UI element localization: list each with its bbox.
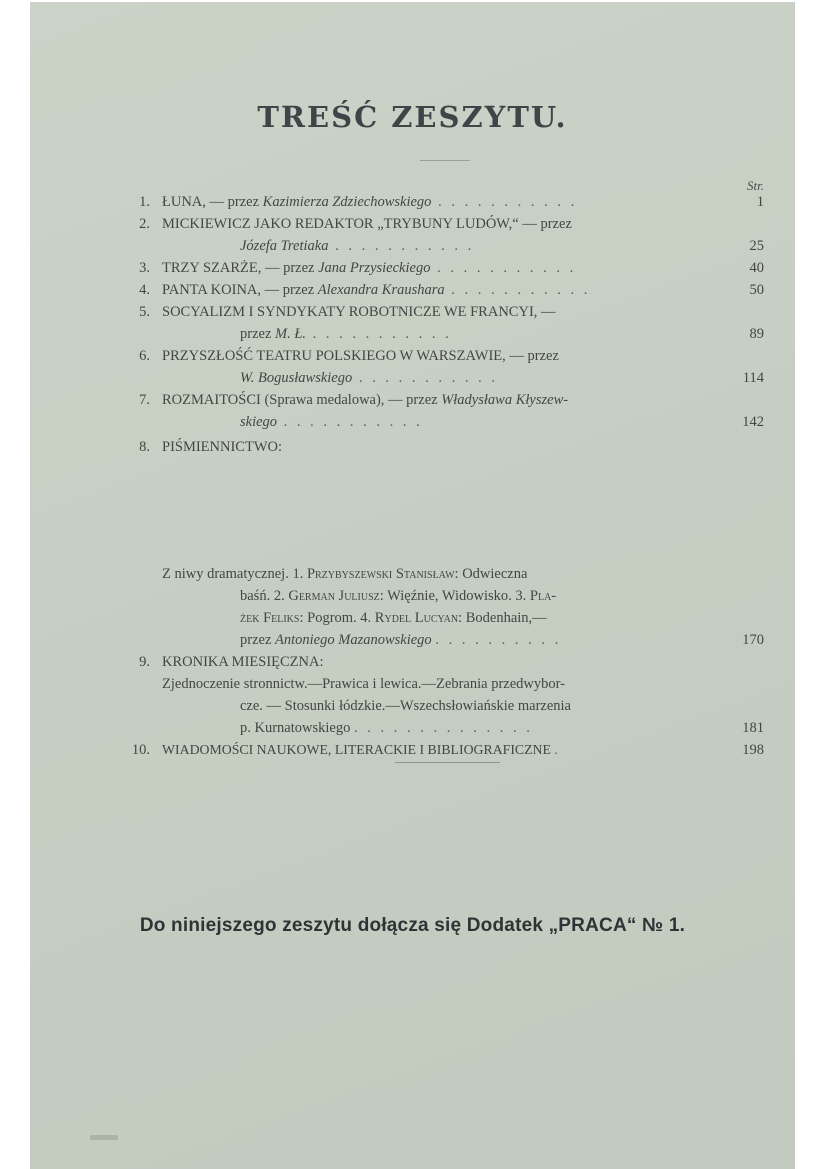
entry-text: W. Bogusławskiego . . . . . . . . . . . bbox=[240, 370, 498, 386]
entry-number: 5. bbox=[139, 304, 150, 320]
entry-number: 7. bbox=[139, 392, 150, 408]
author-name: Alexandra Kraushara bbox=[317, 282, 445, 298]
entry-text: ŁUNA, — przez Kazimierza Zdziechowskiego . . . . . . . . . . . bbox=[162, 194, 578, 210]
author-name: Kazimierza Zdziechowskiego bbox=[262, 194, 432, 210]
entry-number: 2. bbox=[139, 216, 150, 232]
entry-text: PANTA KOINA, — przez Alexandra Kraushara . . . . . . . . . . . bbox=[162, 282, 591, 298]
page-column-label: Str. bbox=[747, 178, 764, 193]
page-number: 1 bbox=[756, 194, 764, 210]
entry-text: PRZYSZŁOŚĆ TEATRU POLSKIEGO W WARSZAWIE, — przez bbox=[162, 348, 559, 364]
title-divider bbox=[420, 160, 470, 161]
page-number: 181 bbox=[742, 720, 764, 736]
ink-mark bbox=[90, 1135, 118, 1140]
entry-number: 8. bbox=[139, 439, 150, 455]
page-number: 89 bbox=[749, 326, 764, 342]
author-name: Józefa Tretiaka bbox=[240, 238, 329, 254]
page-number: 25 bbox=[749, 238, 764, 254]
entry-text: ROZMAITOŚCI (Sprawa medalowa), — przez Władysława Kłyszew- bbox=[162, 392, 569, 408]
page-number: 114 bbox=[742, 370, 764, 386]
page-number: 50 bbox=[749, 282, 764, 298]
author-name: Władysława Kłyszew- bbox=[441, 392, 569, 408]
author-name: Rydel Lucyan: bbox=[374, 610, 463, 626]
entry-number: 6. bbox=[139, 348, 150, 364]
entry-number: 4. bbox=[139, 282, 150, 298]
author-name: Antoniego Mazanowskiego bbox=[275, 632, 432, 648]
author-name: żek Feliks: bbox=[240, 610, 304, 626]
author-name: Przybyszewski Stanisław: bbox=[306, 566, 459, 582]
entry-text: przez M. Ł. . . . . . . . . . . . bbox=[240, 326, 452, 342]
entry-number: 3. bbox=[139, 260, 150, 276]
author-name: Jana Przysieckiego bbox=[318, 260, 431, 276]
page-number: 142 bbox=[742, 414, 764, 430]
entry-text: TRZY SZARŻE, — przez Jana Przysieckiego . . . . . . . . . . . bbox=[162, 260, 577, 276]
author-name: German Juliusz: bbox=[288, 588, 384, 604]
entry-text: MICKIEWICZ JAKO REDAKTOR „TRYBUNY LUDÓW,“ — przez bbox=[162, 216, 572, 232]
entry-text: skiego . . . . . . . . . . . bbox=[240, 414, 423, 430]
page-margin bbox=[795, 0, 827, 1169]
entry-text: Józefa Tretiaka . . . . . . . . . . . bbox=[240, 238, 475, 254]
entry-number: 1. bbox=[139, 194, 150, 210]
section-divider bbox=[395, 762, 500, 763]
author-name: M. Ł. bbox=[275, 326, 307, 342]
author-name: W. Bogusławskiego bbox=[240, 370, 353, 386]
supplement-notice: Do niniejszego zeszytu dołącza się Dodatek „PRACA“ № 1. bbox=[139, 915, 686, 936]
page-number: 198 bbox=[742, 742, 764, 758]
page-number: 40 bbox=[749, 260, 764, 276]
entry-text: SOCYALIZM I SYNDYKATY ROBOTNICZE WE FRANCYI, — bbox=[162, 304, 556, 320]
page-number: 170 bbox=[742, 632, 764, 648]
entry-text: PIŚMIENNICTWO: bbox=[162, 439, 283, 455]
author-name: skiego bbox=[240, 414, 278, 430]
document-page: TREŚĆ ZESZYTU. Str. Z niwy dramatycznej. 1. Przybyszewski Stanisław: Odwieczna baśń. 2. German Juliusz: Więźnie, Widowisko. 3. Pla- żek Feliks: Pogrom. 4. Rydel Lucyan: Bodenhain,— przez Antoniego Mazanowskiego . . . . . . . . . . 170 9. KRONIKA MIESIĘCZNA: Zjednoczenie stronnictw.—Prawica i lewica.—Zebrania przedwybor- cze. — Stosunki łódzkie.—Wszechsłowiańskie marzenia p. Kurnatowskiego . . . . . . . . . . . . . . 181 10. WIADOMOŚCI NAUKOWE, LITERACKIE I BIBLIOGRAFICZNE . 198 1. 1 ŁUNA, — przez Kazimierza Zdziechowskiego . . . . . . . . . . . 2. MICKIEWICZ JAKO REDAKTOR „TRYBUNY LUDÓW,“ — przez 25 Józefa Tretiaka . . . . . . . . . . . 3. 40 TRZY SZARŻE, — przez Jana Przysieckiego . . . . . . . . . . . 4. 50 PANTA KOINA, — przez Alexandra Kraushara . . . . . . . . . . . 5. SOCYALIZM I SYNDYKATY ROBOTNICZE WE FRANCYI, — 89 przez M. Ł. . . . . . . . . . . . 6. PRZYSZŁOŚĆ TEATRU POLSKIEGO W WARSZAWIE, — przez 114 W. Bogusławskiego . . . . . . . . . . . 7. ROZMAITOŚCI (Sprawa medalowa), — przez Władysława Kłyszew- 142 skiego . . . . . . . . . . . 8. PIŚMIENNICTWO: Do niniejszego zeszytu dołącza się Dodatek „PRACA“ № 1. bbox=[30, 2, 795, 1169]
page-title: TREŚĆ ZESZYTU. bbox=[257, 100, 568, 134]
